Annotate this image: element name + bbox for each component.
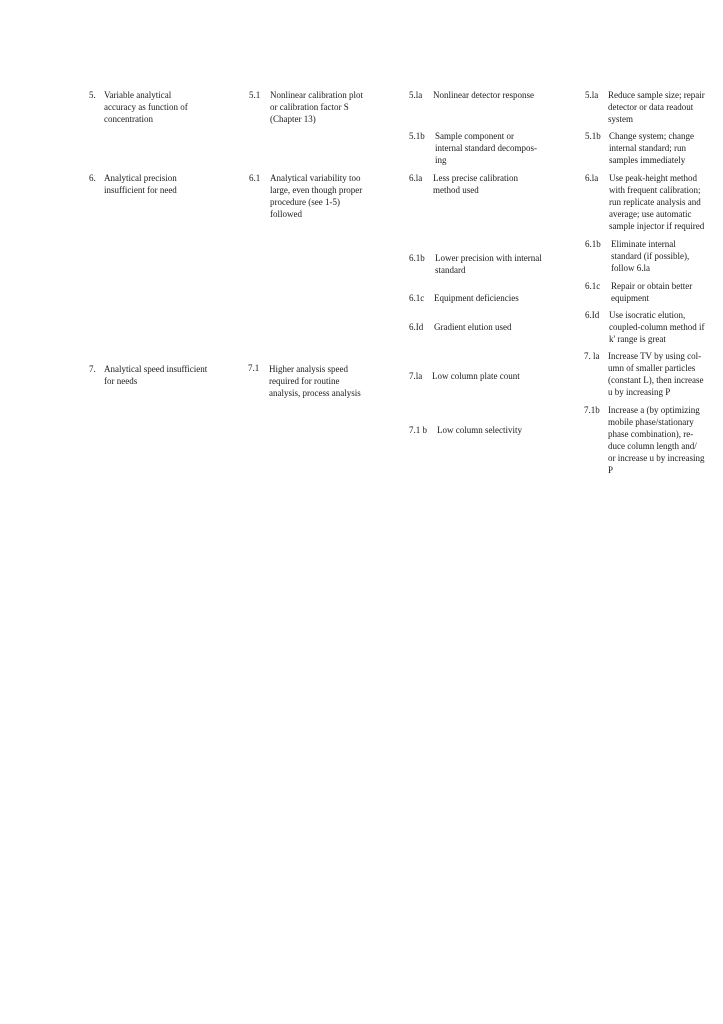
text-line: Analytical speed insufficient xyxy=(104,364,208,374)
text-line: Gradient elution used xyxy=(434,322,512,332)
text-line: run replicate analysis and xyxy=(609,197,701,207)
item-text xyxy=(104,363,207,387)
text-line: umn of smaller particles xyxy=(608,363,696,373)
text-line: Low column plate count xyxy=(432,371,520,381)
item-text xyxy=(608,404,704,476)
item-text xyxy=(609,309,704,345)
item-text xyxy=(608,89,705,125)
text-line: for needs xyxy=(104,376,138,386)
text-line: Variable analytical xyxy=(104,90,172,100)
item-number: 7.1 b xyxy=(409,425,427,435)
item-text xyxy=(435,130,537,166)
text-line: Reduce sample size; repair xyxy=(608,90,705,100)
item-number: 7. la xyxy=(584,351,600,361)
text-line: or calibration factor S xyxy=(270,102,349,112)
item-text xyxy=(433,89,534,101)
item-text xyxy=(609,172,704,232)
item-number: 5.1b xyxy=(585,131,601,141)
item-number: 5.la xyxy=(409,90,423,100)
text-line: Increase a (by optimizing xyxy=(608,405,700,415)
text-line: followed xyxy=(270,209,302,219)
text-line: or increase u by increasing xyxy=(608,453,705,463)
text-line: Eliminate internal xyxy=(611,239,676,249)
item-number: 6. xyxy=(89,173,96,183)
item-number: 5.1b xyxy=(409,131,425,141)
text-line: method used xyxy=(433,185,479,195)
text-line: samples immediately xyxy=(609,155,686,165)
item-text xyxy=(104,89,188,125)
text-line: with frequent calibration; xyxy=(609,185,701,195)
text-line: large, even though proper xyxy=(270,185,363,195)
text-line: standard (if possible), xyxy=(611,251,690,261)
text-line: Sample component or xyxy=(435,131,514,141)
text-line: detector or data readout xyxy=(608,102,694,112)
text-line: required for routine xyxy=(269,376,340,386)
text-line: u by increasing P xyxy=(608,387,671,397)
text-line: k' range is great xyxy=(609,334,666,344)
item-number: 7.1b xyxy=(584,405,600,415)
text-line: analysis, process analysis xyxy=(269,388,361,398)
text-line: P xyxy=(608,465,614,475)
item-text xyxy=(433,172,518,196)
text-line: mobile phase/stationary xyxy=(608,417,694,427)
item-number: 6.1b xyxy=(409,253,425,263)
text-line: Higher analysis speed xyxy=(269,364,348,374)
text-line: Use peak-height method xyxy=(609,173,697,183)
text-line: Less precise calibration xyxy=(433,173,518,183)
text-line: Lower precision with internal xyxy=(435,253,542,263)
text-line: Nonlinear calibration plot xyxy=(270,90,363,100)
text-line: duce column length and/ xyxy=(608,441,697,451)
text-line: accuracy as function of xyxy=(104,102,188,112)
text-line: (constant L), then increase xyxy=(608,375,704,385)
text-line: Nonlinear detector response xyxy=(433,90,534,100)
text-line: Low column selectivity xyxy=(437,425,522,435)
text-line: internal standard; run xyxy=(609,143,686,153)
item-text xyxy=(270,89,363,125)
item-text xyxy=(611,238,689,274)
text-line: (Chapter 13) xyxy=(270,114,316,124)
text-line: phase combination), re- xyxy=(608,429,694,439)
text-line: Increase TV by using col- xyxy=(608,351,702,361)
text-line: Repair or obtain better xyxy=(611,281,693,291)
text-line: average; use automatic xyxy=(609,209,692,219)
item-text xyxy=(609,130,694,166)
text-line: Use isocratic elution, xyxy=(609,310,686,320)
item-number: 5. xyxy=(89,90,96,100)
item-number: 6.la xyxy=(585,173,599,183)
text-line: Analytical variability too xyxy=(270,173,361,183)
item-number: 7.1 xyxy=(248,363,260,373)
item-number: 6.la xyxy=(409,173,423,183)
text-line: Analytical precision xyxy=(104,173,177,183)
text-line: standard xyxy=(435,265,466,275)
text-line: equipment xyxy=(611,293,649,303)
text-line: system xyxy=(608,114,634,124)
text-line: follow 6.la xyxy=(611,263,650,273)
text-line: internal standard decompos- xyxy=(435,143,537,153)
item-number: 7. xyxy=(89,364,96,374)
item-text xyxy=(434,292,519,304)
item-text xyxy=(269,363,361,399)
item-number: 6.Id xyxy=(409,322,424,332)
item-text xyxy=(104,172,177,196)
item-text xyxy=(432,370,520,382)
item-number: 6.1c xyxy=(585,281,601,291)
item-number: 6.1b xyxy=(585,239,601,249)
item-number: 5.1 xyxy=(249,90,261,100)
item-text xyxy=(611,280,692,304)
text-line: concentration xyxy=(104,114,153,124)
item-text xyxy=(270,172,362,220)
text-line: Equipment deficiencies xyxy=(434,293,519,303)
item-text xyxy=(608,350,703,398)
item-number: 6.1 xyxy=(249,173,261,183)
item-number: 6.1c xyxy=(409,293,425,303)
text-line: ing xyxy=(435,155,447,165)
item-number: 7.la xyxy=(409,371,423,381)
item-number: 6.Id xyxy=(585,310,600,320)
item-number: 5.la xyxy=(585,90,599,100)
text-line: procedure (see 1-5) xyxy=(270,197,340,207)
item-text xyxy=(437,424,522,436)
text-line: coupled-column method if xyxy=(609,322,705,332)
item-text xyxy=(434,321,511,333)
text-line: sample injector if required xyxy=(609,221,705,231)
item-text xyxy=(435,252,542,276)
text-line: Change system; change xyxy=(609,131,694,141)
text-line: insufficient for need xyxy=(104,185,177,195)
